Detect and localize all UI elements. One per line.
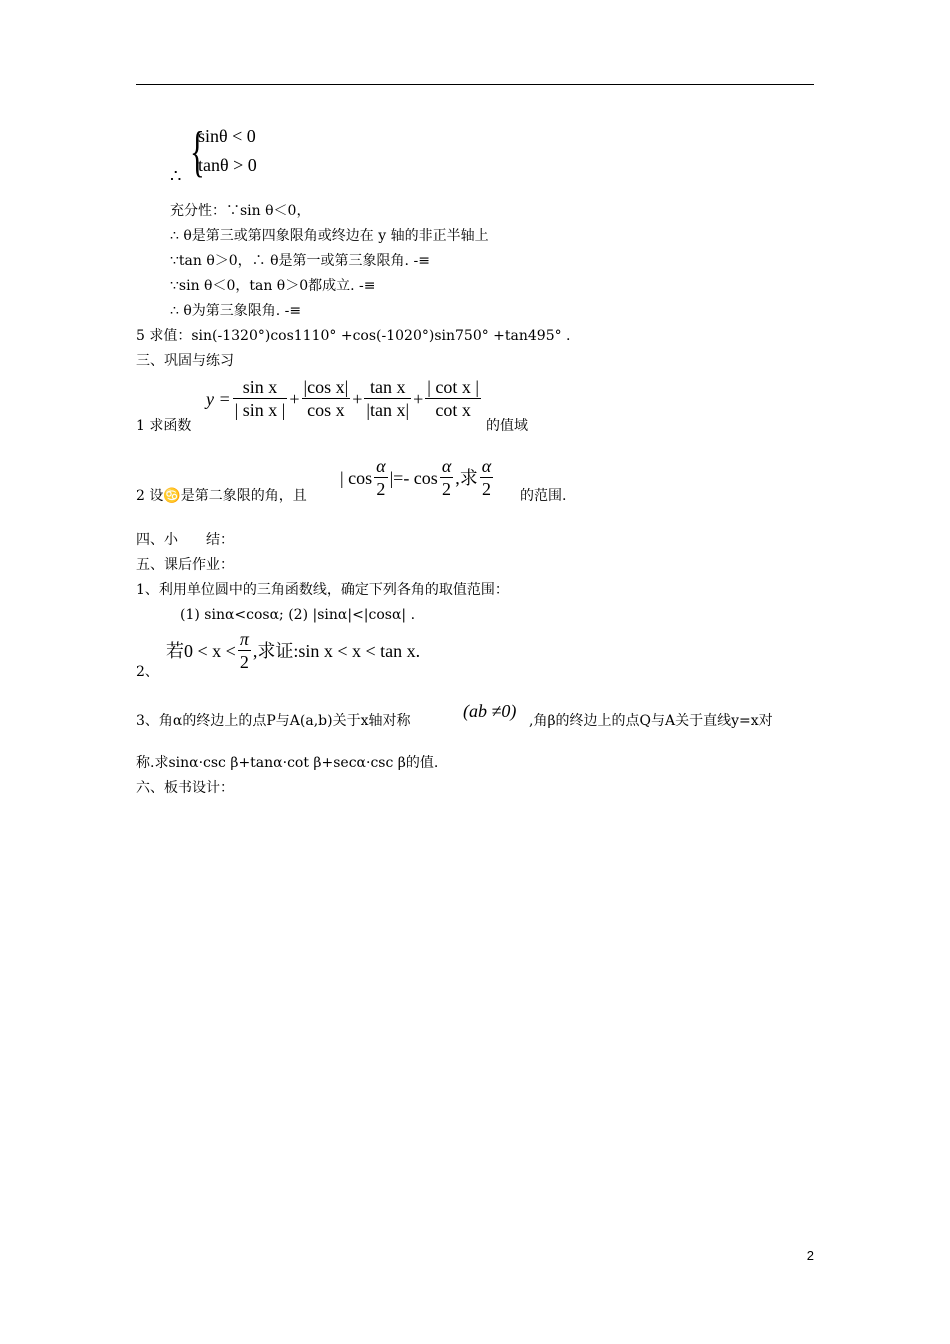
denominator: 2 [376, 479, 386, 499]
homework-2-label: 2、 [136, 664, 159, 680]
plus-sign: + [352, 388, 363, 409]
proof-line: ∵sin θ＜0，tan θ＞0都成立. -≡ [170, 278, 376, 294]
section-4-heading: 四、小 结： [136, 532, 234, 548]
homework-2-formula [166, 628, 420, 673]
denominator: | sin x | [234, 400, 286, 420]
homework-3-part-a: 3、角α的终边上的点P与A(a,b)关于x轴对称 [136, 713, 411, 729]
plus-sign: + [289, 388, 300, 409]
fraction-2 [302, 376, 351, 421]
system-row-1: sinθ < 0 [198, 126, 256, 146]
numerator: α [376, 456, 386, 476]
page-number: 2 [806, 1248, 814, 1263]
alpha-half-fraction [374, 455, 387, 500]
numerator: sin x [233, 376, 288, 399]
question-5: 5 求值：sin(-1320°)cos1110° +cos(-1020°)sin750° +tan495° . [136, 328, 571, 344]
numerator: α [481, 456, 492, 476]
denominator: 2 [481, 479, 491, 499]
neg-cos: |=- cos [389, 467, 438, 488]
cos-abs-open: | cos [340, 467, 373, 488]
section-5-heading: 五、课后作业： [136, 557, 234, 573]
denominator: 2 [239, 652, 249, 672]
ex1-formula [206, 376, 483, 421]
denominator: cot x [435, 400, 471, 420]
ex1-suffix: 的值域 [486, 418, 528, 434]
pi-half-fraction [238, 628, 251, 673]
numerator: |cos x| [303, 377, 349, 397]
homework-1: 1、利用单位圆中的三角函数线，确定下列各角的取值范围： [136, 582, 509, 598]
find-word: ,求 [455, 467, 478, 488]
numerator: α [441, 456, 452, 476]
numerator: tan x [364, 376, 411, 399]
numerator: | cot x | [427, 377, 479, 397]
ex2-formula [340, 455, 495, 500]
proof-line: ∴ θ为第三象限角. -≡ [170, 303, 302, 319]
ex1-prefix: 1 求函数 [136, 418, 192, 434]
fraction-4 [425, 376, 481, 421]
denominator: |tan x| [366, 400, 410, 420]
brace: { [190, 121, 205, 183]
alpha-half-fraction [480, 455, 493, 500]
denominator: cos x [307, 400, 345, 420]
fraction-3 [364, 376, 411, 421]
alpha-half-fraction [440, 455, 453, 500]
homework-3-part-b: ,角β的终边上的点Q与A关于直线y=x对 [529, 713, 773, 729]
denominator: 2 [442, 479, 452, 499]
plus-sign: + [413, 388, 424, 409]
fraction-1 [233, 376, 288, 421]
therefore-symbol: ∴ [170, 166, 182, 186]
homework-3-part-c: 称.求sinα·csc β+tanα·cot β+secα·csc β的值. [136, 755, 439, 771]
y-eq: y = [206, 388, 231, 409]
ex2-prefix: 2 设♋是第二象限的角，且 [136, 488, 307, 504]
inequality-right: ,求证:sin x < x < tan x. [252, 640, 421, 661]
proof-line: ∵tan θ＞0，∴ θ是第一或第三象限角. -≡ [170, 253, 430, 269]
homework-1-sub: (1) sinα<cosα; (2) |sinα|<|cosα| . [180, 607, 416, 623]
header-rule [136, 84, 814, 85]
inequality-left: 若0 < x < [166, 640, 236, 661]
proof-line: 充分性：∵sin θ＜0， [170, 203, 311, 219]
system-row-2: tanθ > 0 [198, 155, 257, 175]
proof-line: ∴ θ是第三或第四象限角或终边在 y 轴的非正半轴上 [170, 228, 489, 244]
ex2-suffix: 的范围. [520, 488, 567, 504]
homework-3-condition: (ab ≠0) [463, 701, 517, 721]
numerator: π [239, 629, 249, 649]
section-6-heading: 六、板书设计： [136, 780, 234, 796]
section-3-heading: 三、巩固与练习 [136, 353, 234, 369]
